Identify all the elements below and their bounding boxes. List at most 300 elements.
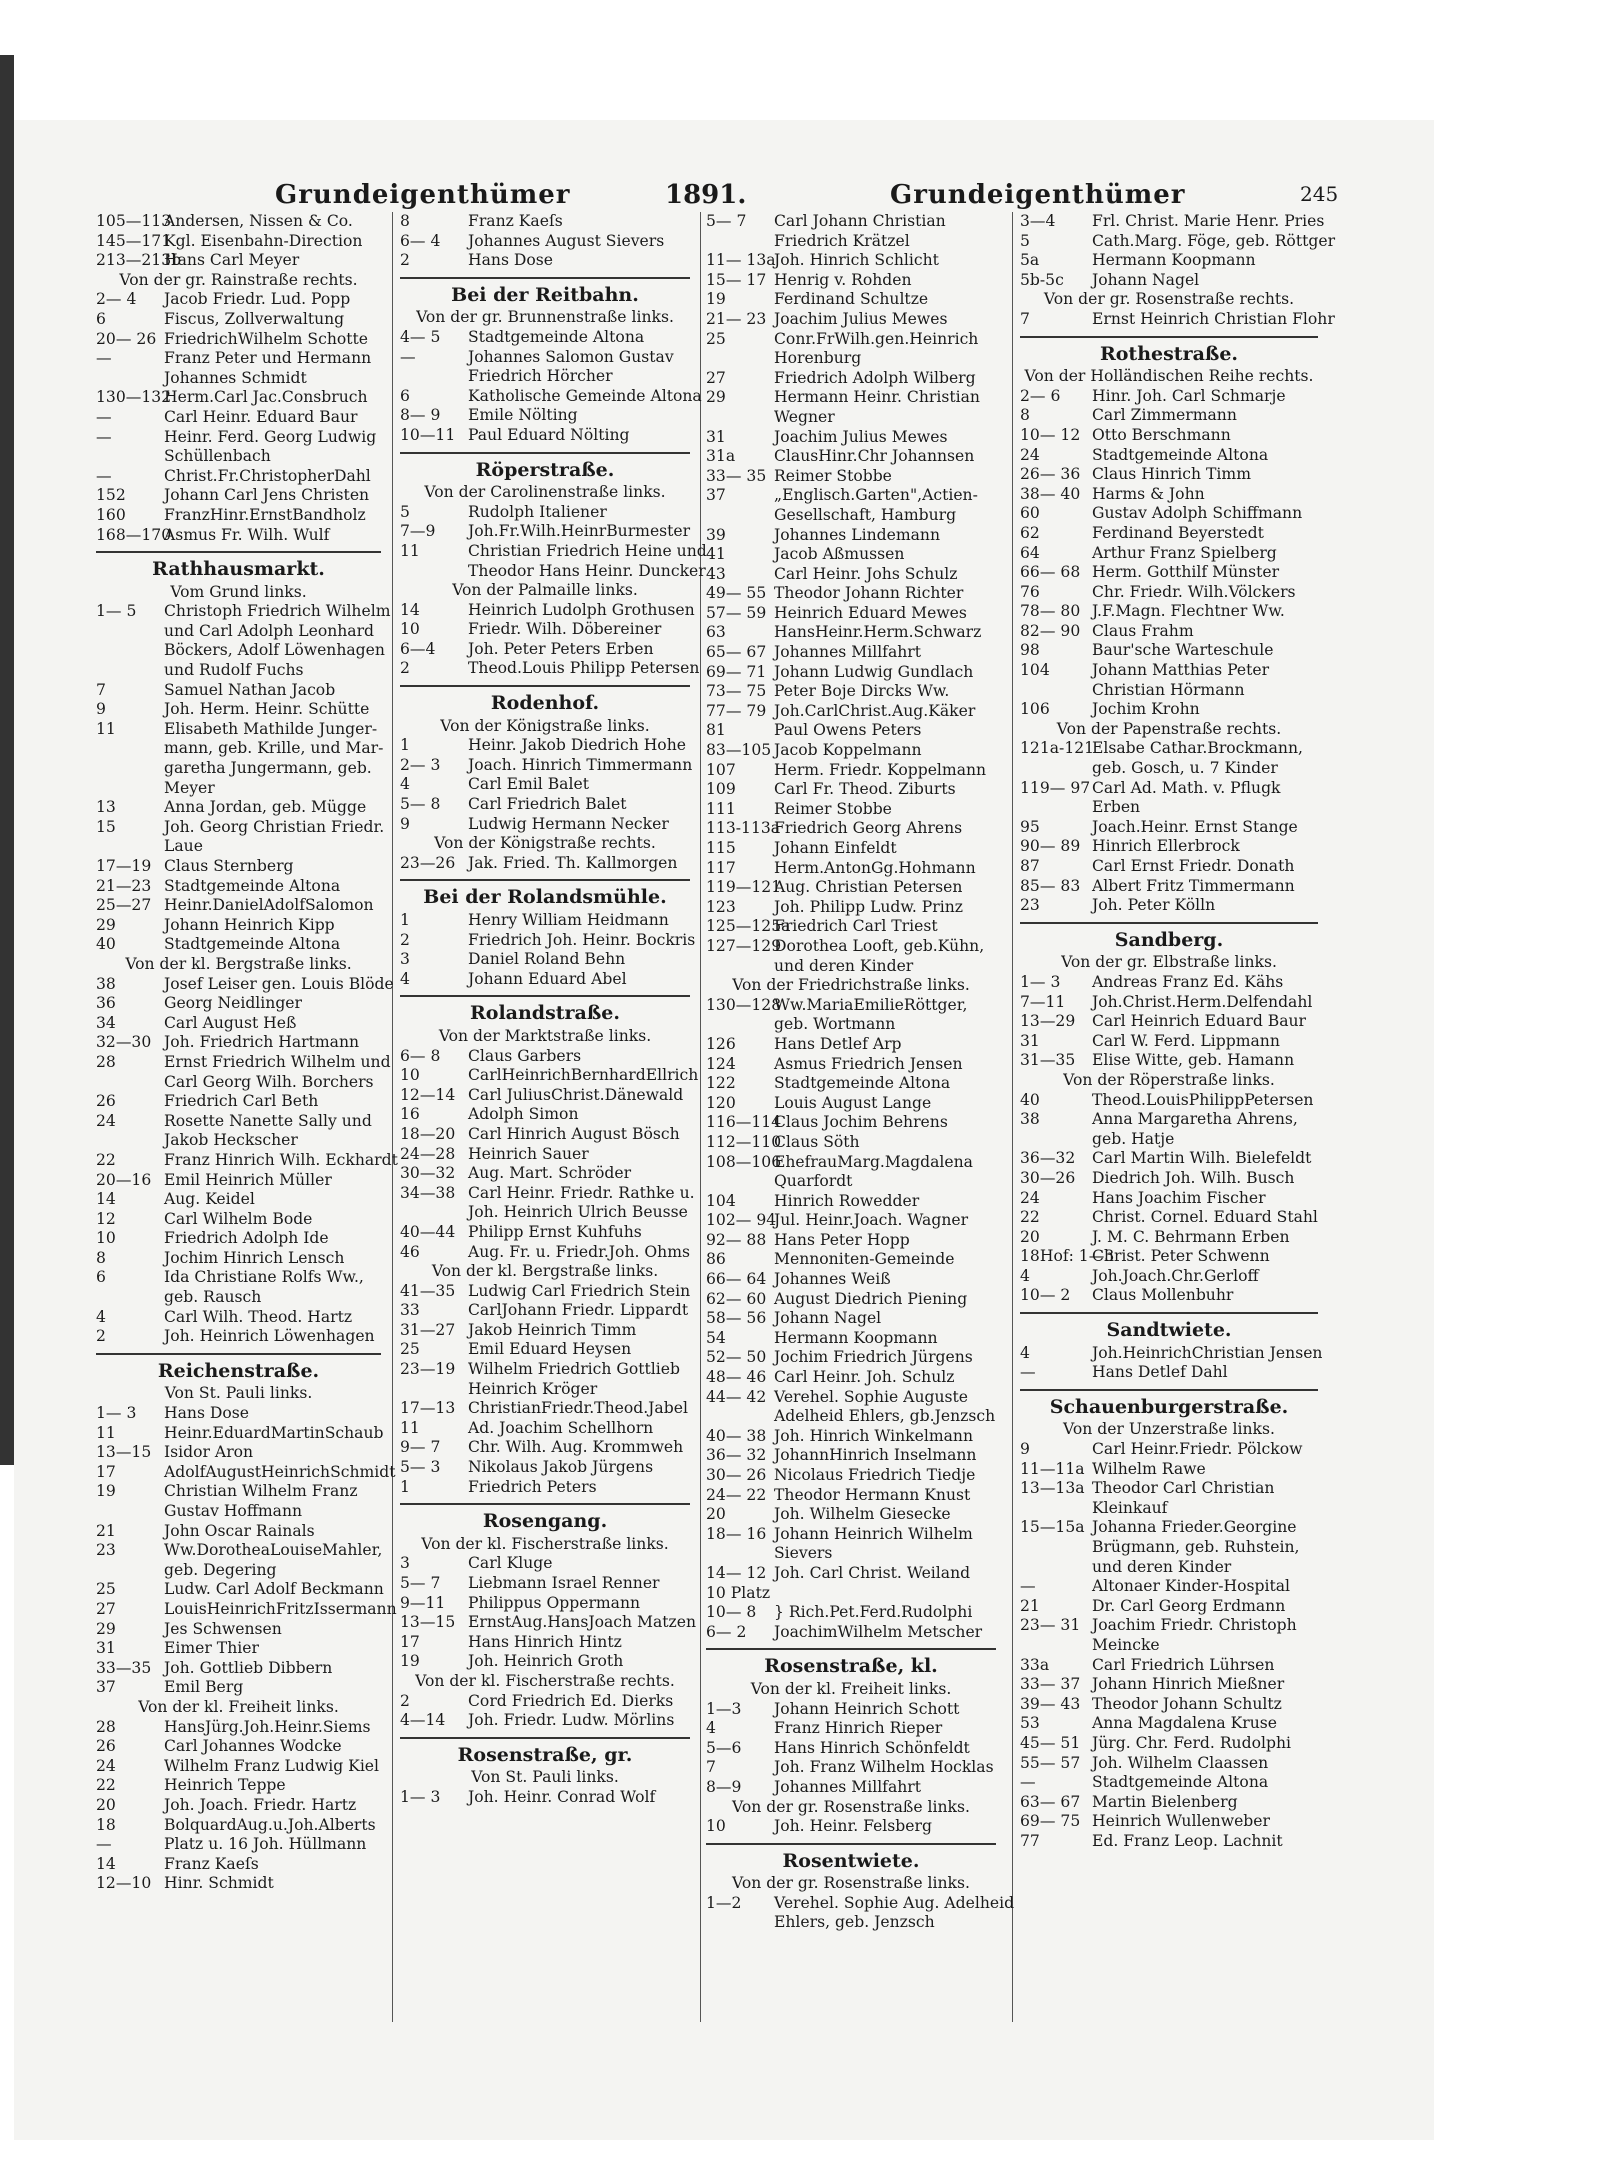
house-number: 15: [96, 817, 116, 836]
owner-entry: [1020, 1479, 1318, 1499]
owner-entry: [96, 935, 381, 955]
house-number: 1— 3: [96, 1404, 137, 1423]
house-number: 21: [1020, 1596, 1040, 1615]
owner-name: Ernst Friedrich Wilhelm und: [164, 1052, 391, 1071]
owner-entry: [1020, 1149, 1318, 1169]
owner-entry: [96, 1327, 381, 1347]
owner-entry: [400, 1692, 690, 1712]
owner-entry: [1020, 1675, 1318, 1695]
house-number: 5: [400, 502, 410, 521]
owner-name: Elise Witte, geb. Hamann: [1092, 1051, 1295, 1070]
house-number: [96, 1288, 164, 1308]
house-number: 4: [96, 1307, 106, 1326]
owner-entry: [96, 1288, 381, 1308]
house-number: 39— 43: [1020, 1694, 1081, 1713]
owner-name: Ludw. Carl Adolf Beckmann: [164, 1580, 384, 1599]
owner-entry: [1020, 993, 1318, 1013]
owner-entry: [1020, 1012, 1318, 1032]
column-3: [706, 212, 1015, 1933]
house-number: —: [1020, 1577, 1036, 1596]
section-rule: [706, 1843, 996, 1845]
house-number: 29: [706, 388, 726, 407]
owner-name: Joh.Fr.Wilh.HeinrBurmester: [468, 522, 691, 541]
house-number: 3—4: [1020, 212, 1056, 230]
house-number: 4—14: [400, 1711, 446, 1730]
house-number: 23—19: [400, 1360, 456, 1379]
owner-entry: [706, 1309, 996, 1329]
owner-name: Hans Detlef Arp: [774, 1034, 902, 1053]
owner-entry: [1020, 1247, 1318, 1267]
owner-entry: [96, 1033, 381, 1053]
owner-name: LouisHeinrichFritzIssermann: [164, 1599, 397, 1618]
owner-entry: [1020, 465, 1318, 485]
house-number: 1: [400, 1477, 410, 1496]
house-number: [96, 641, 164, 661]
owner-entry: [1020, 1267, 1318, 1287]
owner-name: Friedrich Georg Ahrens: [774, 819, 963, 838]
owner-name: Georg Neidlinger: [164, 994, 302, 1013]
owner-entry: [706, 1603, 996, 1623]
house-number: 33— 35: [706, 466, 767, 485]
house-number: 130—132: [96, 388, 172, 407]
owner-entry: [96, 428, 381, 448]
owner-entry: [706, 1893, 1015, 1914]
house-number: 109: [706, 780, 736, 799]
house-number: [706, 349, 774, 369]
house-number: 24— 22: [706, 1485, 767, 1504]
owner-name: Hans Peter Hopp: [774, 1230, 910, 1249]
house-number: 81: [706, 721, 726, 740]
owner-entry: [1020, 251, 1318, 271]
owner-entry: [400, 970, 690, 990]
owner-entry: [400, 755, 693, 776]
owner-entry: [706, 1113, 996, 1133]
owner-name: Theodor Hans Heinr. Duncker: [468, 561, 706, 580]
house-number: —: [400, 347, 416, 366]
owner-name: Franz Kaeſs: [468, 212, 563, 230]
house-number: 48— 46: [706, 1368, 767, 1387]
direction-note: Von St. Pauli links.: [164, 1384, 313, 1403]
owner-name: Carl Wilh. Theod. Hartz: [164, 1307, 353, 1326]
owner-entry: [96, 661, 381, 681]
house-number: 38: [1020, 1110, 1040, 1129]
owner-entry: [96, 1718, 381, 1738]
house-number: 145—171: [96, 231, 172, 250]
owner-entry: [400, 1594, 690, 1614]
owner-entry: [96, 857, 381, 877]
owner-entry: [400, 1380, 690, 1400]
owner-entry: [1020, 759, 1318, 779]
owner-name: Hans Dose: [164, 1404, 250, 1423]
direction-note: Von der Papenstraße rechts.: [1056, 719, 1282, 738]
house-number: 5: [1020, 231, 1030, 250]
owner-name: Christian Friedrich Heine und: [468, 541, 707, 560]
owner-name: Verehel. Sophie Auguste: [774, 1387, 969, 1406]
owner-name: Carl Zimmermann: [1092, 406, 1237, 425]
owner-name: Meyer: [164, 778, 215, 797]
owner-entry: [96, 837, 381, 857]
owner-entry: [96, 1052, 391, 1073]
owner-name: Claus Söth: [774, 1132, 860, 1151]
owner-entry: [706, 1466, 996, 1486]
owner-entry: [400, 640, 690, 660]
owner-entry: [706, 369, 996, 389]
house-number: 10—11: [400, 425, 456, 444]
owner-entry: [400, 406, 690, 426]
owner-name: FriedrichWilhelm Schotte: [164, 329, 369, 348]
direction-note: Von der Friedrichstraße links.: [732, 976, 970, 995]
house-number: 17—19: [96, 857, 152, 875]
owner-name: Carl Heinr. Eduard Baur: [164, 407, 358, 426]
house-number: 58— 56: [706, 1309, 767, 1328]
owner-name: Ida Christiane Rolfs Ww.,: [164, 1268, 364, 1287]
owner-entry: [706, 1584, 996, 1604]
owner-entry: [96, 1150, 398, 1171]
house-number: 24—28: [400, 1144, 456, 1163]
house-number: 63: [706, 623, 726, 642]
owner-name: Carl Martin Wilh. Bielefeldt: [1092, 1149, 1312, 1168]
owner-entry: [706, 526, 996, 546]
house-number: [706, 1172, 774, 1192]
owner-entry: [706, 1368, 996, 1388]
house-number: 69— 75: [1020, 1812, 1081, 1831]
owner-entry: [1020, 504, 1318, 524]
owner-name: Chr. Wilh. Aug. Krommweh: [468, 1438, 684, 1457]
owner-entry: [706, 251, 996, 271]
owner-entry: [1020, 798, 1318, 818]
house-number: 92— 88: [706, 1230, 767, 1249]
owner-entry: [1020, 1518, 1318, 1538]
owner-entry: [706, 1290, 996, 1310]
owner-entry: [1020, 1636, 1318, 1656]
owner-name: Joh.Christ.Herm.Delfendahl: [1092, 992, 1313, 1011]
house-number: 13—13a: [1020, 1479, 1085, 1498]
house-number: 24: [96, 1111, 116, 1130]
house-number: 1: [400, 736, 410, 755]
section-rule: [400, 452, 690, 454]
owner-entry: [400, 1223, 690, 1243]
owner-entry: [1020, 739, 1318, 759]
owner-entry: [1020, 1189, 1318, 1209]
house-number: 52— 50: [706, 1348, 767, 1367]
house-number: 31: [96, 1639, 116, 1658]
direction-note: Von der gr. Rainstraße rechts.: [119, 270, 358, 289]
owner-name: Johannes Salomon Gustav: [468, 347, 674, 366]
owner-name: Joh. Georg Christian Friedr.: [164, 817, 385, 836]
owner-entry: [400, 950, 690, 970]
owner-entry: [96, 1757, 381, 1777]
house-number: 160: [96, 505, 126, 524]
direction-note: Von St. Pauli links.: [471, 1768, 619, 1787]
owner-name: Friedrich Adolph Ide: [164, 1229, 329, 1248]
house-number: 125—125a: [706, 917, 791, 936]
owner-entry: [96, 1268, 381, 1288]
owner-name: Hans Hinrich Schönfeldt: [774, 1738, 970, 1757]
owner-name: Friedrich Adolph Wilberg: [774, 368, 976, 387]
house-number: 57— 59: [706, 603, 767, 622]
house-number: 22: [1020, 1208, 1040, 1227]
owner-entry: [96, 408, 381, 428]
owner-entry: [1020, 1597, 1318, 1617]
house-number: 12: [96, 1209, 116, 1228]
house-number: 112—110: [706, 1132, 782, 1151]
owner-entry: [1020, 271, 1318, 291]
house-number: [400, 1203, 468, 1223]
house-number: 76: [1020, 582, 1040, 601]
owner-entry: [706, 467, 996, 487]
owner-entry: [706, 604, 996, 624]
owner-entry: [706, 1329, 996, 1349]
owner-name: Rosette Nanette Sally und: [164, 1111, 372, 1130]
owner-name: Joh. Philipp Ludw. Prinz: [774, 897, 963, 916]
owner-name: Chr. Friedr. Wilh.Völckers: [1092, 582, 1296, 601]
house-number: [706, 1407, 774, 1427]
owner-entry: [400, 251, 690, 271]
owner-name: Johann Heinrich Wilhelm: [774, 1524, 973, 1543]
owner-name: Stadtgemeinde Altona: [164, 876, 341, 895]
house-number: [706, 1544, 774, 1564]
house-number: 2: [400, 251, 410, 270]
owner-name: Joh. Gottlieb Dibbern: [164, 1658, 333, 1677]
house-number: 7—9: [400, 522, 436, 541]
owner-name: Joh. Hinrich Winkelmann: [774, 1426, 974, 1445]
owner-entry: [1020, 1363, 1318, 1383]
street-heading: Bei der Rolandsmühle.: [423, 886, 667, 909]
owner-entry: [1020, 681, 1318, 701]
owner-name: Stadtgemeinde Altona: [1092, 445, 1269, 464]
owner-entry: [706, 741, 996, 761]
owner-entry: [706, 212, 996, 232]
owner-entry: [96, 1014, 381, 1034]
house-number: [706, 232, 774, 252]
house-number: 73— 75: [706, 682, 767, 701]
owner-entry: [1020, 1110, 1318, 1130]
house-number: 46: [400, 1242, 420, 1261]
owner-name: Aug. Mart. Schröder: [468, 1164, 632, 1183]
house-number: 44— 42: [706, 1387, 767, 1406]
house-number: 116—114: [706, 1113, 782, 1132]
house-number: 6— 2: [706, 1622, 747, 1641]
house-number: 122: [706, 1074, 736, 1093]
house-number: 4: [400, 775, 410, 794]
house-number: 13—15: [96, 1443, 152, 1462]
owner-name: Frl. Christ. Marie Henr. Pries: [1092, 212, 1325, 230]
owner-entry: [706, 1758, 996, 1778]
owner-name: Herm.Carl Jac.Consbruch: [164, 388, 368, 407]
owner-entry: [400, 1183, 695, 1204]
owner-entry: [706, 800, 996, 820]
owner-entry: [96, 1620, 381, 1640]
owner-name: Jul. Heinr.Joach. Wagner: [774, 1211, 969, 1230]
owner-entry: [96, 388, 381, 408]
street-heading: Rathhausmarkt.: [152, 558, 325, 581]
house-number: 30—26: [1020, 1168, 1076, 1187]
owner-name: geb. Gosch, u. 7 Kinder: [1092, 759, 1278, 778]
owner-entry: [706, 1094, 996, 1114]
owner-entry: [706, 1055, 996, 1075]
house-number: 82— 90: [1020, 621, 1081, 640]
owner-name: Conr.FrWilh.gen.Heinrich: [774, 329, 979, 348]
owner-name: Nikolaus Jakob Jürgens: [468, 1458, 654, 1477]
house-number: 2: [400, 1691, 410, 1710]
column-divider: [392, 212, 393, 2022]
house-number: 10— 12: [1020, 425, 1081, 444]
house-number: 105—113: [96, 212, 172, 230]
owner-name: Joh. Franz Wilhelm Hocklas: [774, 1758, 994, 1777]
house-number: 2: [400, 659, 410, 678]
owner-name: Heinrich Sauer: [468, 1144, 589, 1163]
direction-note: Von der Palmaille links.: [452, 581, 638, 600]
house-number: 15—15a: [1020, 1518, 1085, 1537]
owner-name: Horenburg: [774, 349, 862, 368]
house-number: 8—9: [706, 1777, 742, 1796]
house-number: 31: [706, 427, 726, 446]
owner-name: Joh. Wilhelm Claassen: [1092, 1753, 1269, 1772]
owner-entry: [706, 1074, 996, 1094]
owner-name: Carl W. Ferd. Lippmann: [1092, 1031, 1280, 1050]
house-number: 32—30: [96, 1033, 152, 1052]
street-heading: Rosenstraße, gr.: [457, 1743, 633, 1766]
owner-entry: [400, 522, 690, 542]
owner-name: Joh. Joach. Friedr. Hartz: [164, 1795, 357, 1814]
house-number: 11—11a: [1020, 1459, 1085, 1478]
owner-name: Carl August Heß: [164, 1013, 297, 1032]
house-number: 31—27: [400, 1320, 456, 1339]
house-number: 26— 36: [1020, 465, 1081, 484]
house-number: 24: [1020, 445, 1040, 464]
house-number: 8: [1020, 406, 1030, 425]
owner-name: Sievers: [774, 1544, 833, 1563]
owner-name: Anna Magdalena Kruse: [1092, 1714, 1278, 1733]
owner-entry: [96, 1404, 381, 1424]
owner-entry: [706, 1700, 996, 1720]
direction-note: Von der gr. Rosenstraße links.: [732, 1874, 970, 1893]
house-number: 18Hof: 1—3: [1020, 1247, 1115, 1266]
owner-name: Wegner: [774, 407, 835, 426]
house-number: 4: [1020, 1266, 1030, 1285]
house-number: 43: [706, 564, 726, 583]
house-number: 19: [96, 1482, 116, 1501]
owner-name: Johann Heinrich Schott: [774, 1699, 960, 1718]
house-number: 38: [96, 974, 116, 993]
house-number: 41: [706, 545, 726, 564]
owner-name: Aug. Keidel: [164, 1190, 255, 1209]
owner-entry: [400, 600, 695, 621]
owner-entry: [1020, 1032, 1318, 1052]
house-number: 20— 26: [96, 329, 157, 348]
owner-entry: [400, 1105, 690, 1125]
house-number: 25: [96, 1580, 116, 1599]
owner-entry: [96, 622, 381, 642]
owner-entry: [400, 736, 690, 756]
owner-entry: [1020, 212, 1325, 232]
owner-name: Joh. Heinr. Felsberg: [774, 1817, 932, 1836]
owner-entry: [96, 1171, 381, 1191]
house-number: 16: [400, 1105, 420, 1124]
owner-name: Gustav Adolph Schiffmann: [1092, 504, 1303, 523]
owner-name: Ehlers, geb. Jenzsch: [774, 1913, 935, 1932]
house-number: [96, 369, 164, 389]
house-number: 4: [706, 1719, 716, 1738]
owner-name: Philipp Ernst Kuhfuhs: [468, 1222, 642, 1241]
owner-name: Carl JuliusChrist.Dänewald: [468, 1085, 684, 1104]
owner-entry: [706, 1231, 996, 1251]
owner-name: Schüllenbach: [164, 447, 271, 466]
owner-name: Carl Heinr. Johs Schulz: [774, 564, 958, 583]
owner-entry: [400, 911, 690, 931]
owner-entry: [1020, 1130, 1318, 1150]
house-number: 11: [400, 541, 420, 560]
owner-entry: [706, 917, 996, 937]
owner-entry: [400, 1360, 690, 1380]
house-number: 20: [96, 1795, 116, 1814]
owner-name: Cord Friedrich Ed. Dierks: [468, 1691, 674, 1710]
house-number: 22: [96, 1150, 116, 1169]
owner-entry: [96, 700, 381, 720]
owner-name: und deren Kinder: [774, 956, 914, 975]
direction-note: Von der kl. Freiheit links.: [138, 1697, 339, 1716]
owner-name: Erben: [1092, 798, 1141, 817]
owner-entry: [1020, 1832, 1318, 1852]
owner-name: Claus Mollenbuhr: [1092, 1286, 1234, 1305]
owner-name: Jacob Friedr. Lud. Popp: [164, 290, 351, 309]
owner-entry: [96, 1796, 381, 1816]
owner-name: Heinrich Ludolph Grothusen: [468, 600, 695, 619]
owner-name: Fiscus, Zollverwaltung: [164, 309, 345, 328]
house-number: 21— 23: [706, 309, 767, 328]
owner-entry: [400, 775, 690, 795]
owner-name: Hinrich Rowedder: [774, 1191, 920, 1210]
house-number: 10: [706, 1817, 726, 1836]
house-number: [1020, 1499, 1092, 1519]
owner-entry: [706, 1133, 996, 1153]
house-number: 40— 38: [706, 1426, 767, 1445]
owner-entry: [96, 1835, 381, 1855]
owner-name: Joh. Heinrich Löwenhagen: [164, 1327, 375, 1346]
owner-entry: [400, 1340, 690, 1360]
street-heading: Bei der Reitbahn.: [451, 283, 639, 306]
owner-name: Johann Carl Jens Christen: [164, 486, 370, 505]
owner-name: Kleinkauf: [1092, 1498, 1168, 1517]
owner-name: Heinrich Teppe: [164, 1776, 286, 1795]
house-number: 1— 3: [1020, 972, 1061, 991]
owner-name: Joachim Friedr. Christoph: [1092, 1616, 1297, 1635]
street-heading: Reichenstraße.: [157, 1359, 320, 1382]
house-number: 13—29: [1020, 1012, 1076, 1031]
owner-name: J.F.Magn. Flechtner Ww.: [1092, 602, 1285, 621]
house-number: 213—213b: [96, 251, 182, 270]
owner-entry: [1020, 563, 1318, 583]
house-number: 5— 7: [706, 212, 747, 230]
section-rule: [400, 879, 690, 881]
owner-name: Paul Eduard Nölting: [468, 425, 630, 444]
house-number: 10— 2: [1020, 1286, 1071, 1305]
house-number: 55— 57: [1020, 1753, 1081, 1772]
house-number: 124: [706, 1054, 736, 1073]
owner-name: Heinrich Wullenweber: [1092, 1812, 1270, 1831]
house-number: [96, 759, 164, 779]
owner-name: „Englisch.Garten",Actien-: [774, 486, 978, 505]
column-4: [1020, 212, 1336, 1852]
house-number: 28: [96, 1052, 116, 1071]
house-number: 29: [96, 1619, 116, 1638]
owner-entry: [706, 271, 996, 291]
owner-name: Böckers, Adolf Löwenhagen: [164, 641, 385, 660]
house-number: 37: [706, 486, 726, 505]
owner-name: Dr. Carl Georg Erdmann: [1092, 1596, 1286, 1615]
owner-entry: [706, 1525, 996, 1545]
house-number: —: [96, 407, 112, 426]
